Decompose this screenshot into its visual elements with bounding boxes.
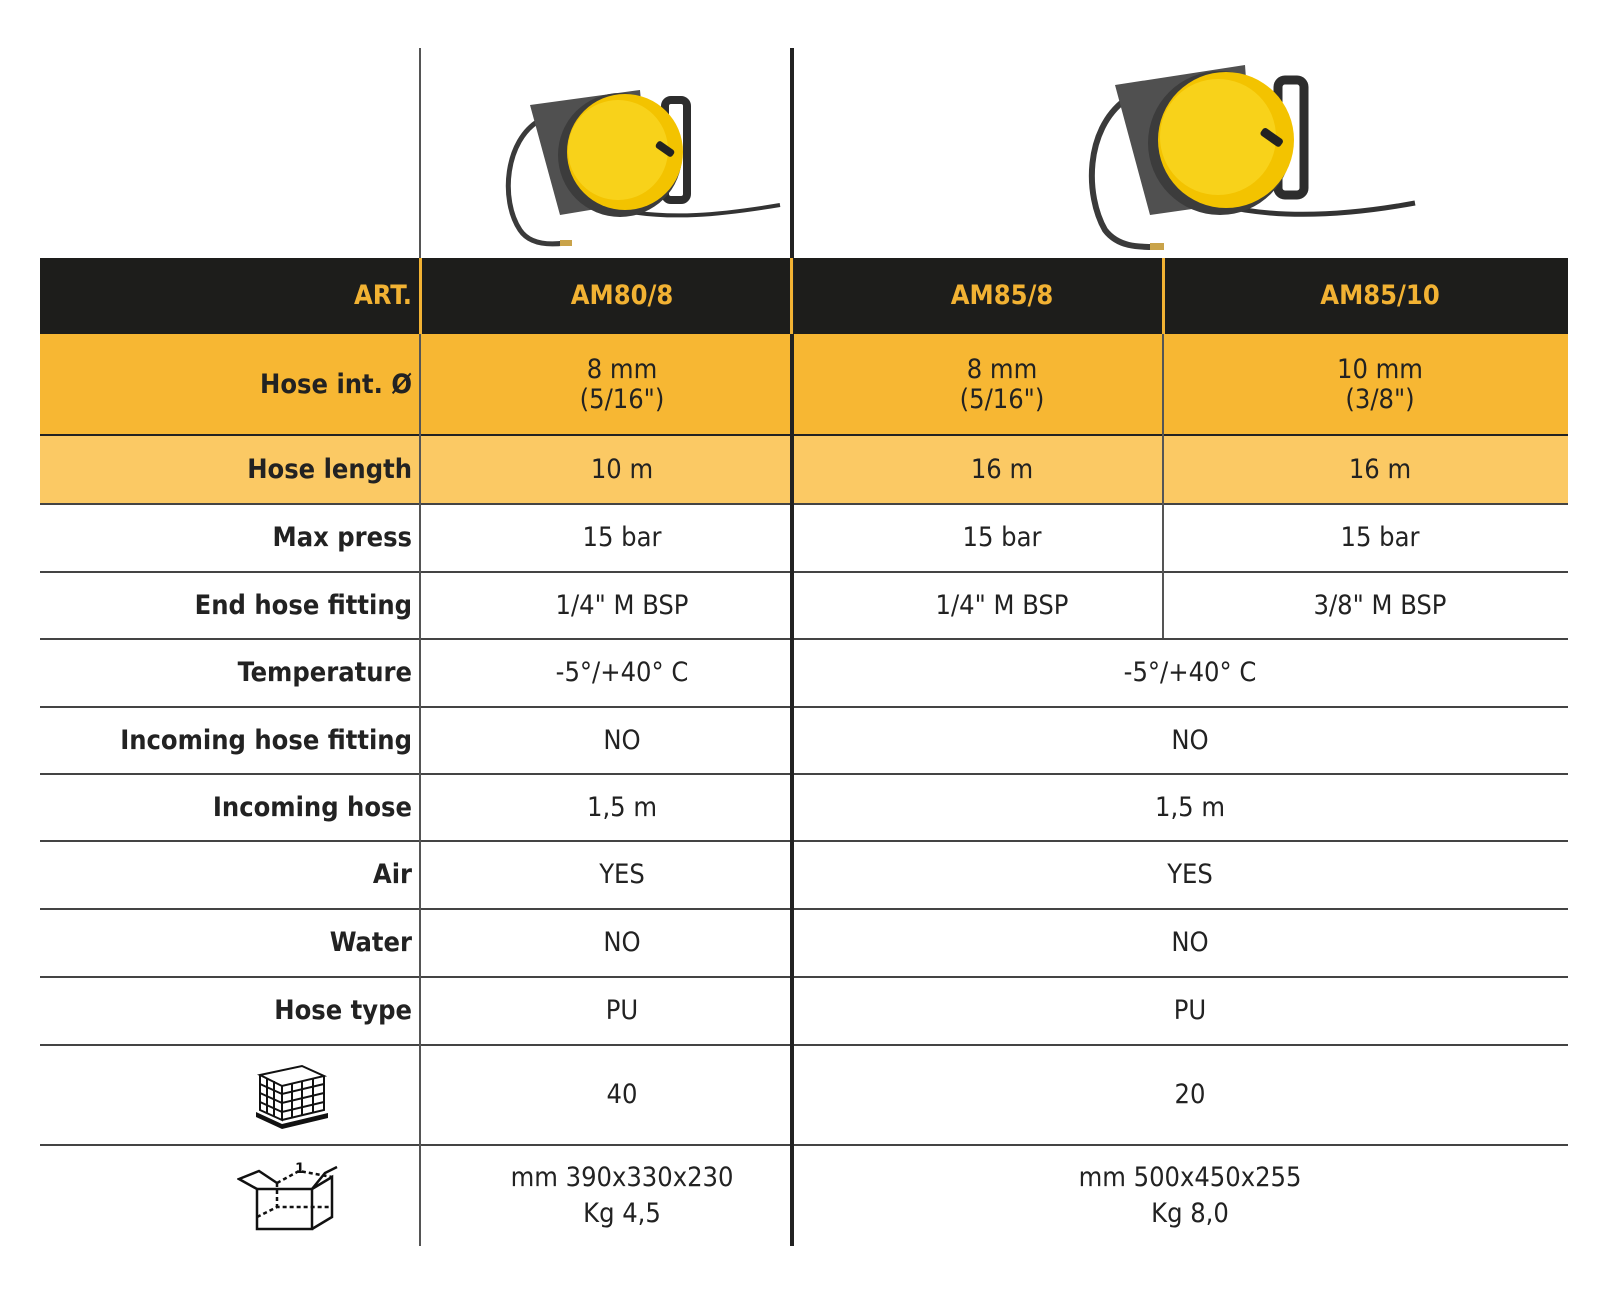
air-label: Air bbox=[372, 859, 412, 891]
box-cell bbox=[40, 1146, 412, 1246]
header-divider bbox=[419, 258, 422, 334]
pallet-c23: 20 bbox=[1174, 1079, 1206, 1111]
incoming-hose-c23: 1,5 m bbox=[1155, 791, 1225, 823]
header-divider bbox=[790, 258, 793, 334]
max-press-row bbox=[40, 505, 1568, 571]
pallet-cell bbox=[40, 1046, 412, 1144]
incoming-fitting-c1: NO bbox=[603, 724, 641, 756]
hose-type-label: Hose type bbox=[274, 995, 412, 1027]
incoming-hose-c1: 1,5 m bbox=[587, 791, 657, 823]
water-row bbox=[40, 910, 1568, 976]
temperature-c23: -5°/+40° C bbox=[1123, 657, 1257, 689]
hose-type-c23: PU bbox=[1173, 995, 1207, 1027]
temperature-row bbox=[40, 640, 1568, 706]
value-line: (5/16") bbox=[959, 383, 1045, 415]
box-c1 bbox=[432, 1146, 812, 1246]
end-fitting-c1: 1/4" M BSP bbox=[555, 589, 689, 621]
max-press-c2: 15 bar bbox=[962, 522, 1042, 554]
value-line: mm 500x450x255 bbox=[1078, 1162, 1302, 1194]
model-am85-8: AM85/8 bbox=[950, 280, 1054, 312]
pallet-row bbox=[40, 1046, 1568, 1144]
hose-length-c1: 10 m bbox=[590, 453, 654, 485]
incoming-hose-label: Incoming hose bbox=[212, 791, 412, 823]
hose-length-label: Hose length bbox=[247, 453, 412, 485]
value-line: Kg 4,5 bbox=[583, 1198, 661, 1229]
hose-diameter-label: Hose int. Ø bbox=[260, 368, 412, 400]
max-press-label: Max press bbox=[272, 522, 412, 554]
column-divider bbox=[419, 48, 421, 1246]
column-divider bbox=[790, 48, 794, 1246]
hose-diameter-row bbox=[40, 334, 1568, 435]
incoming-hose-row bbox=[40, 775, 1568, 840]
hose-diameter-c2 bbox=[812, 334, 1192, 435]
pallet-icon bbox=[252, 1060, 332, 1130]
hose-reel-large-image bbox=[1080, 55, 1420, 255]
hose-diameter-c3 bbox=[1192, 334, 1568, 435]
max-press-c1: 15 bar bbox=[582, 522, 662, 554]
header-divider bbox=[1162, 258, 1165, 334]
air-c23: YES bbox=[1167, 859, 1213, 891]
box-row bbox=[40, 1146, 1568, 1246]
water-c23: NO bbox=[1171, 927, 1209, 959]
pallet-c1: 40 bbox=[606, 1079, 638, 1111]
water-c1: NO bbox=[603, 927, 641, 959]
value-line: (5/16") bbox=[579, 383, 665, 415]
value-line: 8 mm bbox=[586, 353, 658, 385]
box-icon bbox=[237, 1159, 347, 1234]
end-fitting-c2: 1/4" M BSP bbox=[935, 589, 1069, 621]
end-fitting-label: End hose fitting bbox=[194, 589, 412, 621]
value-line: Kg 8,0 bbox=[1151, 1198, 1229, 1229]
hose-length-c2: 16 m bbox=[970, 453, 1034, 485]
hose-reel-small-image bbox=[500, 80, 790, 255]
incoming-fitting-row bbox=[40, 708, 1568, 773]
hose-length-row bbox=[40, 436, 1568, 503]
hose-type-c1: PU bbox=[605, 995, 639, 1027]
header-row bbox=[40, 258, 1568, 334]
hose-type-row bbox=[40, 978, 1568, 1044]
model-am80-8: AM80/8 bbox=[570, 280, 674, 312]
temperature-label: Temperature bbox=[237, 657, 412, 689]
value-line: (3/8") bbox=[1345, 383, 1415, 415]
box-icon-number: 1 bbox=[295, 1160, 305, 1177]
hose-length-c3: 16 m bbox=[1348, 453, 1412, 485]
end-fitting-c3: 3/8" M BSP bbox=[1313, 589, 1447, 621]
air-row bbox=[40, 842, 1568, 908]
art-label: ART. bbox=[354, 280, 412, 312]
hose-diameter-c1 bbox=[432, 334, 812, 435]
end-fitting-row bbox=[40, 573, 1568, 638]
value-line: 10 mm bbox=[1337, 353, 1423, 385]
water-label: Water bbox=[329, 927, 412, 959]
value-line: 8 mm bbox=[966, 353, 1038, 385]
incoming-fitting-c23: NO bbox=[1171, 724, 1209, 756]
model-am85-10: AM85/10 bbox=[1320, 280, 1440, 312]
box-c23 bbox=[812, 1146, 1568, 1246]
max-press-c3: 15 bar bbox=[1340, 522, 1420, 554]
value-line: mm 390x330x230 bbox=[510, 1162, 734, 1194]
incoming-fitting-label: Incoming hose fitting bbox=[120, 724, 412, 756]
air-c1: YES bbox=[599, 859, 645, 891]
temperature-c1: -5°/+40° C bbox=[555, 657, 689, 689]
